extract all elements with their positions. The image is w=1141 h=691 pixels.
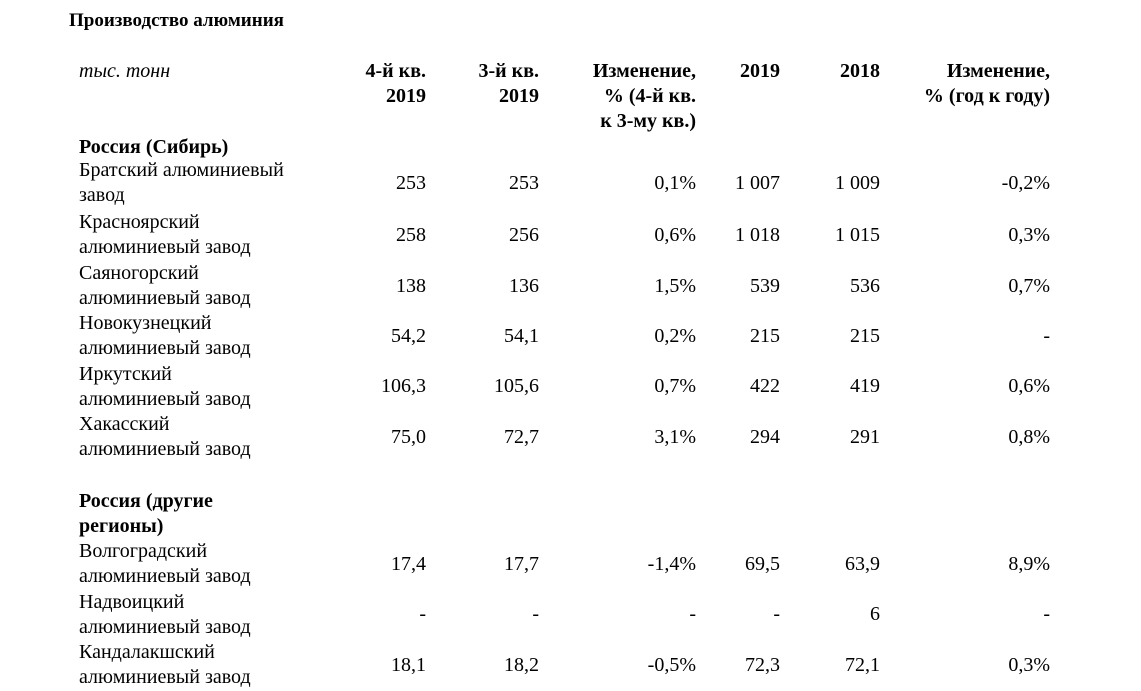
value-year-change: - xyxy=(1043,603,1050,625)
value-year-change: 0,3% xyxy=(1008,654,1050,676)
value-2019: 294 xyxy=(750,426,780,448)
value-2019: 1 007 xyxy=(735,172,780,194)
section-label-other-regions: Россия (другие регионы) xyxy=(79,490,213,537)
value-year-change: 8,9% xyxy=(1008,553,1050,575)
value-year-change: 0,6% xyxy=(1008,375,1050,397)
value-2019: 539 xyxy=(750,275,780,297)
plant-name: Иркутский алюминиевый завод xyxy=(79,363,251,410)
value-2018: 1 009 xyxy=(835,172,880,194)
value-q4-2019: 258 xyxy=(396,224,426,246)
value-2018: 1 015 xyxy=(835,224,880,246)
value-2018: 6 xyxy=(870,603,880,625)
value-2018: 291 xyxy=(850,426,880,448)
col-header-q4-2019: 4-й кв. 2019 xyxy=(365,60,426,107)
value-2018: 419 xyxy=(850,375,880,397)
value-year-change: - xyxy=(1043,325,1050,347)
value-2019: 215 xyxy=(750,325,780,347)
col-header-quarter-change: Изменение, % (4-й кв. к 3-му кв.) xyxy=(592,60,696,132)
value-q4-2019: - xyxy=(419,603,426,625)
value-q3-2019: 17,7 xyxy=(504,553,539,575)
value-quarter-change: 0,2% xyxy=(654,325,696,347)
value-quarter-change: -1,4% xyxy=(647,553,696,575)
value-quarter-change: 0,6% xyxy=(654,224,696,246)
value-2019: 69,5 xyxy=(745,553,780,575)
value-quarter-change: 3,1% xyxy=(654,426,696,448)
section-label-siberia: Россия (Сибирь) xyxy=(79,136,229,158)
value-q3-2019: 54,1 xyxy=(504,325,539,347)
value-q4-2019: 18,1 xyxy=(391,654,426,676)
value-q3-2019: 256 xyxy=(509,224,539,246)
value-2019: 1 018 xyxy=(735,224,780,246)
col-header-2018: 2018 xyxy=(840,60,880,82)
value-2018: 72,1 xyxy=(845,654,880,676)
plant-name: Красноярский алюминиевый завод xyxy=(79,211,251,258)
plant-name: Волгоградский алюминиевый завод xyxy=(79,540,251,587)
value-quarter-change: -0,5% xyxy=(647,654,696,676)
col-header-q3-2019: 3-й кв. 2019 xyxy=(478,60,539,107)
value-year-change: -0,2% xyxy=(1001,172,1050,194)
value-q4-2019: 106,3 xyxy=(381,375,426,397)
value-q3-2019: 18,2 xyxy=(504,654,539,676)
value-2018: 215 xyxy=(850,325,880,347)
value-quarter-change: 1,5% xyxy=(654,275,696,297)
value-2019: 72,3 xyxy=(745,654,780,676)
value-q4-2019: 17,4 xyxy=(391,553,426,575)
value-2019: - xyxy=(773,603,780,625)
value-q3-2019: 136 xyxy=(509,275,539,297)
value-year-change: 0,8% xyxy=(1008,426,1050,448)
value-year-change: 0,7% xyxy=(1008,275,1050,297)
col-header-2019: 2019 xyxy=(740,60,780,82)
value-2018: 536 xyxy=(850,275,880,297)
plant-name: Братский алюминиевый завод xyxy=(79,159,284,206)
page-title: Производство алюминия xyxy=(69,10,284,31)
value-year-change: 0,3% xyxy=(1008,224,1050,246)
plant-name: Новокузнецкий алюминиевый завод xyxy=(79,312,251,359)
unit-label: тыс. тонн xyxy=(79,60,171,82)
value-q4-2019: 253 xyxy=(396,172,426,194)
value-q4-2019: 75,0 xyxy=(391,426,426,448)
value-quarter-change: 0,7% xyxy=(654,375,696,397)
value-2018: 63,9 xyxy=(845,553,880,575)
value-q3-2019: - xyxy=(532,603,539,625)
value-q3-2019: 105,6 xyxy=(494,375,539,397)
value-quarter-change: - xyxy=(689,603,696,625)
plant-name: Надвоицкий алюминиевый завод xyxy=(79,591,251,638)
plant-name: Саяногорский алюминиевый завод xyxy=(79,262,251,309)
value-2019: 422 xyxy=(750,375,780,397)
col-header-year-change: Изменение, % (год к году) xyxy=(923,60,1050,107)
value-q3-2019: 253 xyxy=(509,172,539,194)
value-q4-2019: 138 xyxy=(396,275,426,297)
value-q3-2019: 72,7 xyxy=(504,426,539,448)
value-quarter-change: 0,1% xyxy=(654,172,696,194)
plant-name: Кандалакшский алюминиевый завод xyxy=(79,641,251,688)
value-q4-2019: 54,2 xyxy=(391,325,426,347)
plant-name: Хакасский алюминиевый завод xyxy=(79,413,251,460)
